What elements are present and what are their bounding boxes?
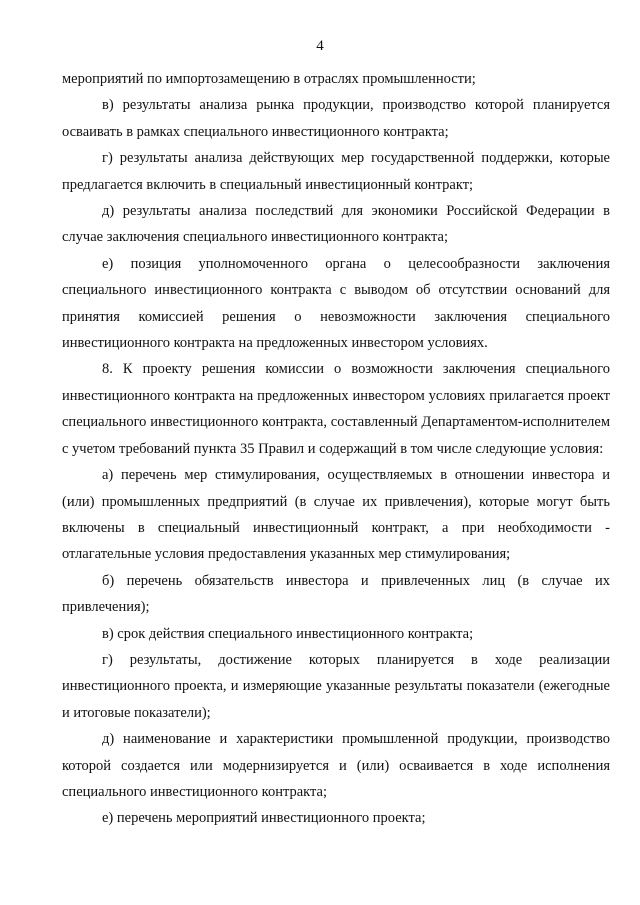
paragraph-item-d2: д) наименование и характеристики промышленной продукции, производство которой создается или модернизируется и (или) осваивается в ходе исполнения специального инвестиционного контракта; [62,731,610,800]
paragraph-continuation: мероприятий по импортозамещению в отраслях промышленности; [62,71,476,87]
paragraph-item-e: е) позиция уполномоченного органа о целесообразности заключения специального инвестиционного контракта с выводом об отсутствии оснований для принятия комиссией решения о невозможности заключения специального инвестиционного контракта на предложенных инвестором условиях. [62,255,610,352]
page-number: 4 [316,38,324,54]
paragraph-item-e2: е) перечень мероприятий инвестиционного проекта; [102,810,426,827]
paragraph-item-d: д) результаты анализа последствий для экономики Российской Федерации в случае заключения специального инвестиционного контракта; [62,203,610,246]
document-body [62,66,610,832]
paragraph-item-g2: г) результаты, достижение которых планируется в ходе реализации инвестиционного проекта, и измеряющие указанные результаты показатели (ежегодные и итоговые показатели); [62,651,610,721]
paragraph-item-b: б) перечень обязательств инвестора и привлеченных лиц (в случае их привлечения); [62,572,610,616]
paragraph-item-a: а) перечень мер стимулирования, осуществляемых в отношении инвестора и (или) промышленных предприятий (в случае их привлечения), которые могут быть включены в специальный инвестиционный контракт, а при необходимости - отлагательные условия предоставления указанных мер стимулирования; [62,467,610,563]
paragraph-item-g: г) результаты анализа действующих мер государственной поддержки, которые предлагается включить в специальный инвестиционный контракт; [62,150,610,193]
paragraph-item-v: в) результаты анализа рынка продукции, производство которой планируется осваивать в рамках специального инвестиционного контракта; [62,97,610,140]
paragraph-item-v2: в) срок действия специального инвестиционного контракта; [102,625,474,642]
paragraph-section-8: 8. К проекту решения комиссии о возможности заключения специального инвестиционного контракта на предложенных инвестором условиях прилагается проект специального инвестиционного контракта, составленный Департаментом-исполнителем с учетом требований пункта 35 Правил и содержащий в том числе следующие условия: [62,361,610,457]
